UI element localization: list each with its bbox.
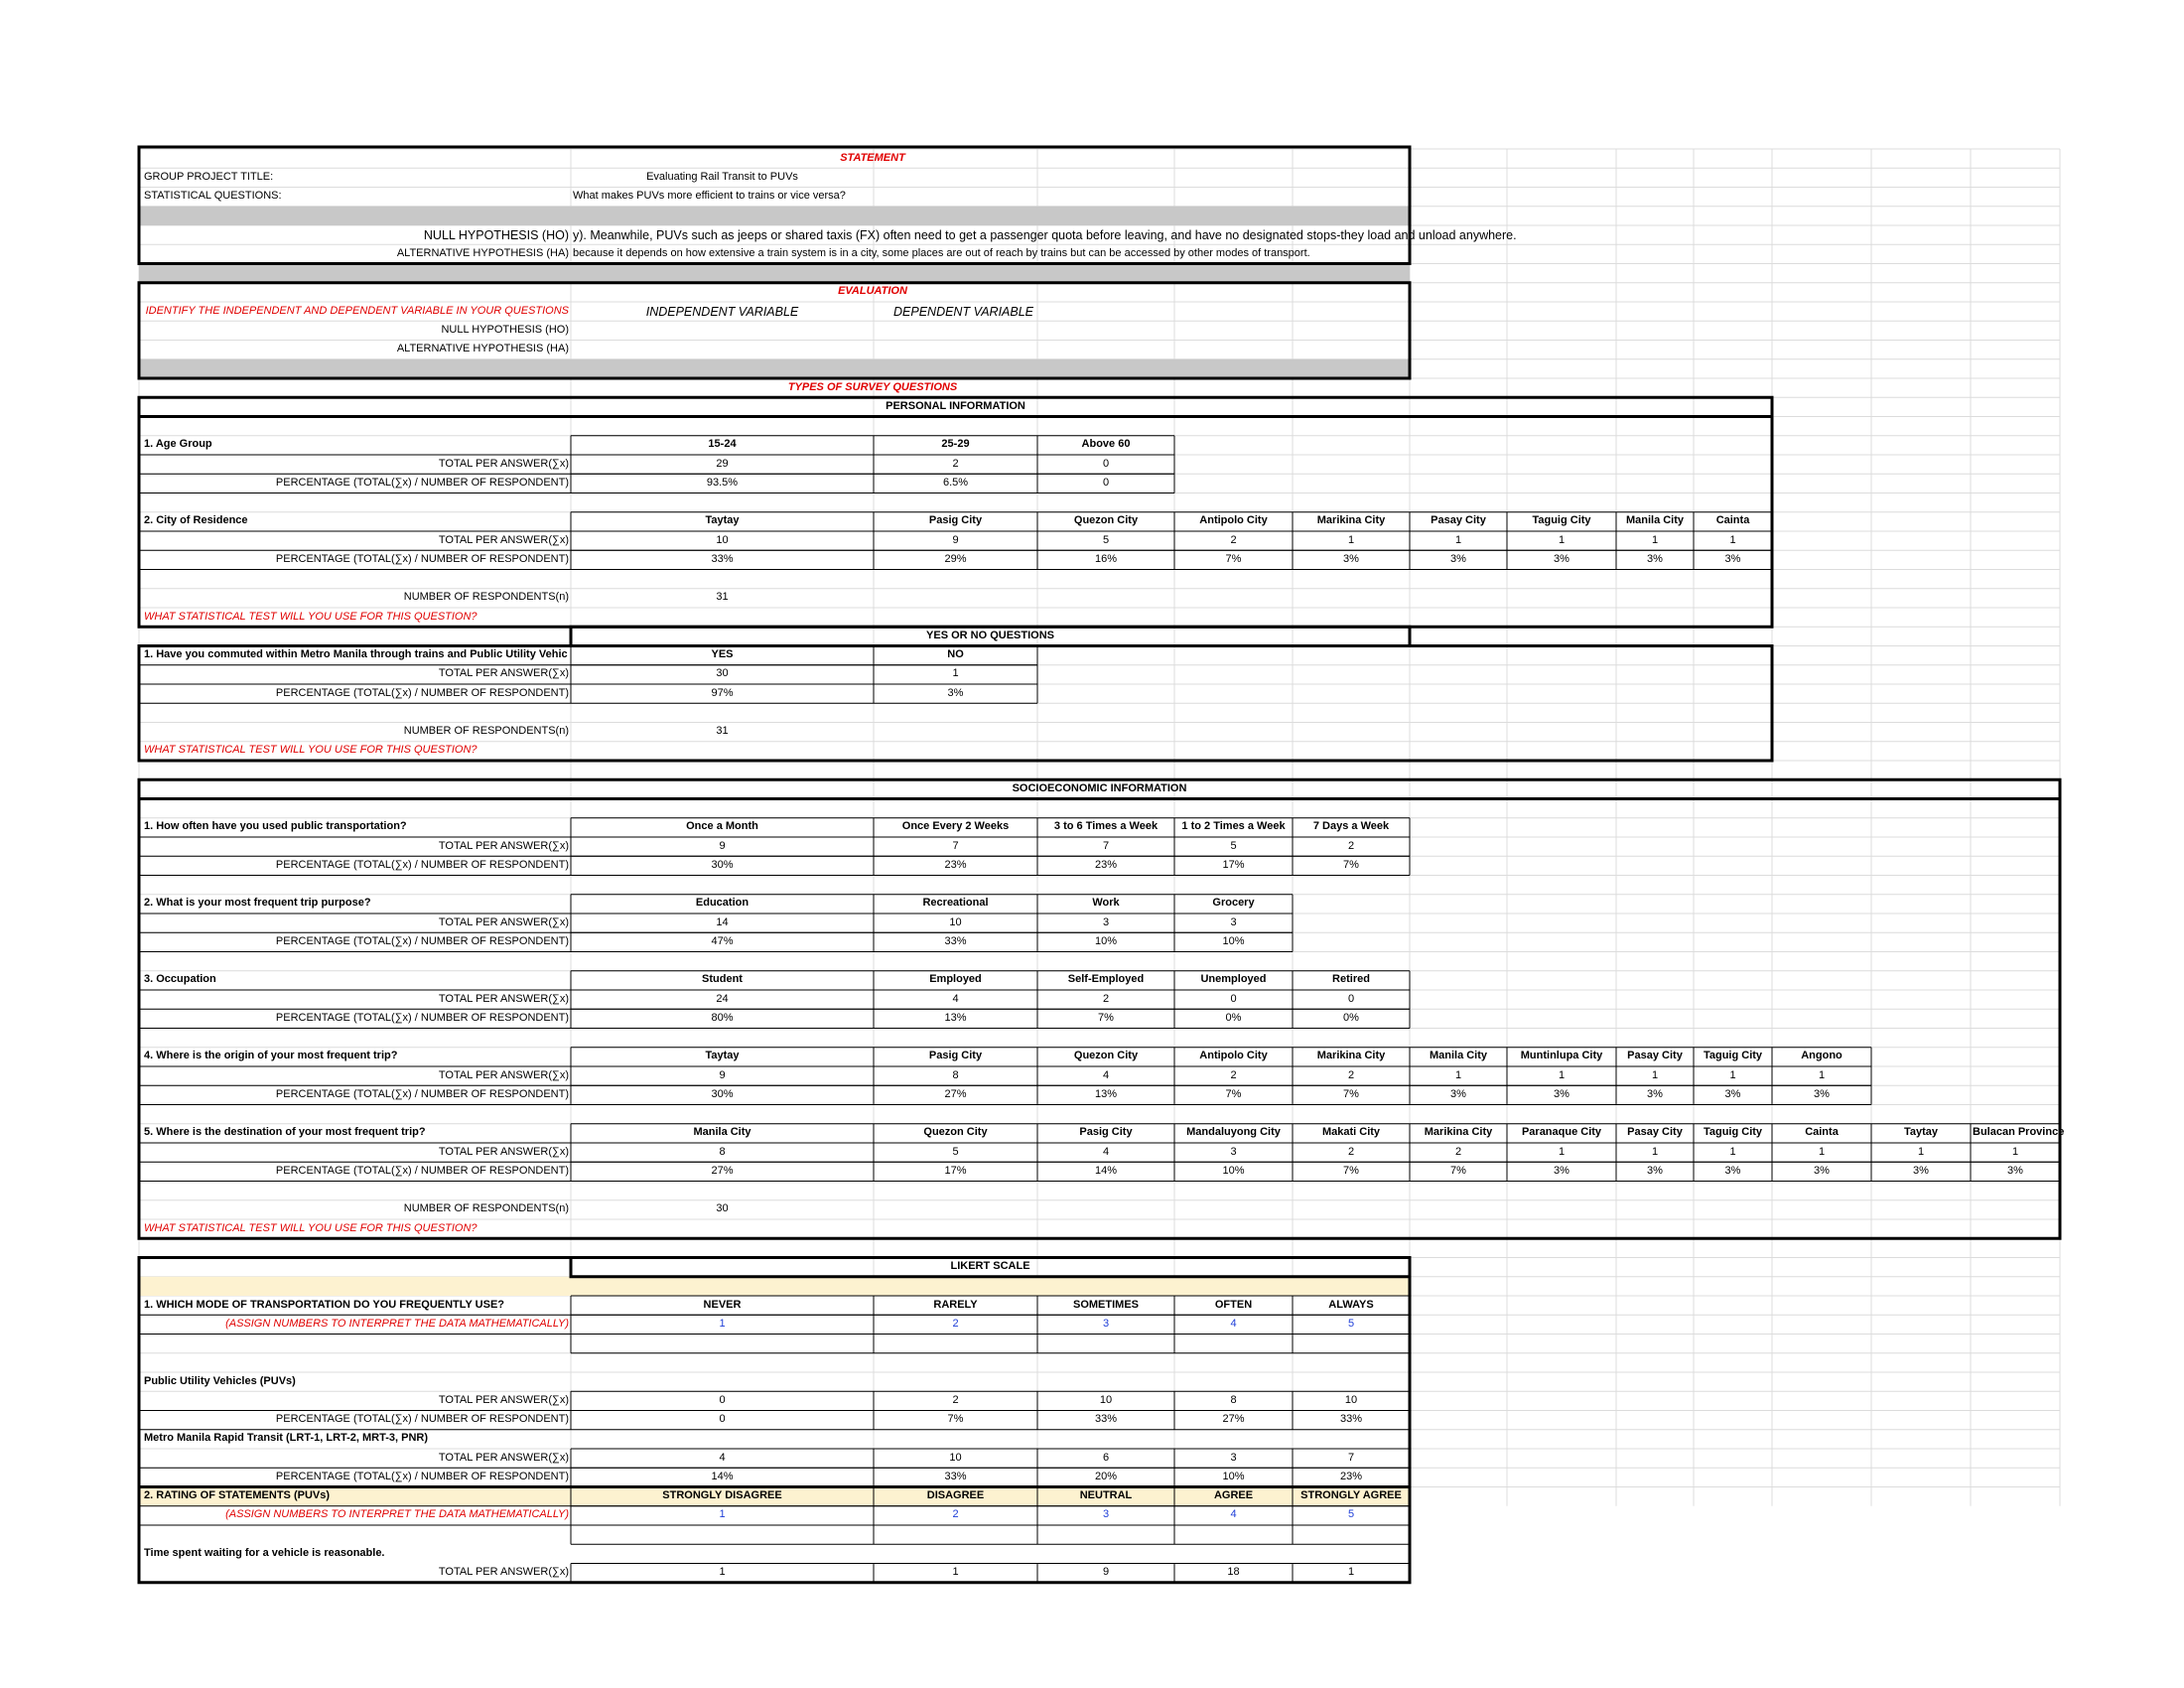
city-pct: 16% — [1094, 552, 1118, 565]
age-pct: 6.5% — [942, 476, 969, 489]
origin-total: 1 — [1651, 1068, 1659, 1081]
purpose-option: Education — [695, 897, 750, 910]
rating-scale: NEUTRAL — [1079, 1489, 1133, 1502]
likert-num-label: (ASSIGN NUMBERS TO INTERPRET THE DATA MATHEMATICALLY) — [225, 1317, 569, 1330]
freq-pct: 7% — [1343, 858, 1359, 871]
puv-total: 2 — [952, 1393, 959, 1406]
city-option: Antipolo City — [1199, 514, 1268, 527]
puv-pct: 33% — [1339, 1413, 1363, 1426]
statement-title: STATEMENT — [840, 151, 905, 164]
freq-pct: 23% — [1094, 858, 1118, 871]
occupation-pct: 7% — [1098, 1011, 1114, 1024]
what-test: WHAT STATISTICAL TEST WILL YOU USE FOR THIS QUESTION? — [144, 610, 478, 623]
yesno-option: YES — [711, 648, 734, 661]
rail-total: 10 — [949, 1451, 962, 1464]
waiting-total: 9 — [1102, 1566, 1110, 1579]
socio-header: SOCIOECONOMIC INFORMATION — [1012, 781, 1187, 794]
yesno-pct: 3% — [947, 686, 964, 699]
age-option: 15-24 — [708, 438, 737, 451]
city-option: Taytay — [705, 514, 740, 527]
yesno-total-label: TOTAL PER ANSWER(∑x) — [438, 667, 569, 680]
city-total: 1 — [1651, 533, 1659, 546]
origin-total: 1 — [1558, 1068, 1566, 1081]
city-pct: 29% — [944, 552, 967, 565]
city-pct: 33% — [711, 552, 734, 565]
destination-total: 1 — [1651, 1145, 1659, 1158]
rating-num: 5 — [1347, 1508, 1355, 1521]
purpose-pct: 10% — [1094, 934, 1118, 947]
waiting-label: Time spent waiting for a vehicle is reasonable. — [144, 1546, 385, 1559]
destination-pct: 3% — [1913, 1164, 1929, 1177]
origin-total: 2 — [1230, 1068, 1237, 1081]
destination-option: Makati City — [1321, 1126, 1381, 1139]
occupation-total-label: TOTAL PER ANSWER(∑x) — [438, 992, 569, 1005]
city-total: 1 — [1729, 533, 1736, 546]
origin-option: Muntinlupa City — [1520, 1050, 1603, 1062]
origin-pct: 13% — [1094, 1087, 1118, 1100]
city-option: Cainta — [1715, 514, 1750, 527]
waiting-total: 18 — [1227, 1566, 1240, 1579]
likert-num: 5 — [1347, 1317, 1355, 1330]
freq-pct: 23% — [944, 858, 967, 871]
city-option: Quezon City — [1073, 514, 1139, 527]
yn-n-label: NUMBER OF RESPONDENTS(n) — [403, 725, 569, 738]
origin-pct: 3% — [1554, 1087, 1570, 1100]
rail-total: 7 — [1347, 1451, 1355, 1464]
eval-null: NULL HYPOTHESIS (HO) — [441, 323, 569, 336]
city-total: 10 — [716, 533, 729, 546]
age-total: 29 — [716, 457, 729, 470]
destination-pct: 3% — [1554, 1164, 1570, 1177]
age-option: Above 60 — [1081, 438, 1131, 451]
freq-total: 7 — [1102, 839, 1110, 852]
destination-option: Pasig City — [1079, 1126, 1133, 1139]
waiting-total: 1 — [952, 1566, 959, 1579]
occupation-pct: 80% — [711, 1011, 734, 1024]
destination-pct: 3% — [1724, 1164, 1741, 1177]
destination-option: Taguig City — [1703, 1126, 1763, 1139]
yn-what-test: WHAT STATISTICAL TEST WILL YOU USE FOR THIS QUESTION? — [144, 744, 478, 757]
rating-scale-label: 2. RATING OF STATEMENTS (PUVs) — [144, 1489, 331, 1502]
likert-scale: SOMETIMES — [1072, 1298, 1139, 1311]
origin-question: 4. Where is the origin of your most frequent trip? — [144, 1050, 398, 1062]
likert-scale-label: 1. WHICH MODE OF TRANSPORTATION DO YOU FREQUENTLY USE? — [144, 1298, 505, 1311]
puv-total: 10 — [1099, 1393, 1113, 1406]
origin-option: Angono — [1801, 1050, 1843, 1062]
city-total: 1 — [1558, 533, 1566, 546]
occupation-total: 0 — [1230, 992, 1237, 1005]
purpose-option: Grocery — [1212, 897, 1255, 910]
freq-option: Once a Month — [686, 820, 758, 833]
destination-option: Cainta — [1805, 1126, 1839, 1139]
puv-label: Public Utility Vehicles (PUVs) — [144, 1374, 296, 1387]
occupation-total: 0 — [1347, 992, 1355, 1005]
occupation-total: 4 — [952, 992, 959, 1005]
occupation-pct: 13% — [944, 1011, 967, 1024]
age-total: 2 — [952, 457, 959, 470]
occupation-pct: 0% — [1343, 1011, 1359, 1024]
eval-alt: ALTERNATIVE HYPOTHESIS (HA) — [396, 343, 569, 355]
city-pct: 3% — [1554, 552, 1570, 565]
socio-n-value: 30 — [716, 1202, 729, 1215]
occupation-question: 3. Occupation — [144, 973, 216, 986]
destination-pct: 7% — [1450, 1164, 1466, 1177]
purpose-pct: 47% — [711, 934, 734, 947]
city-option: Taguig City — [1532, 514, 1591, 527]
origin-pct: 7% — [1225, 1087, 1242, 1100]
origin-pct: 3% — [1450, 1087, 1466, 1100]
origin-total: 1 — [1729, 1068, 1736, 1081]
origin-pct: 3% — [1814, 1087, 1830, 1100]
null-text: y). Meanwhile, PUVs such as jeeps or shared taxis (FX) often need to get a passenger quota before leaving, and have no designated stops-they load and unload anywhere. — [573, 227, 1517, 242]
gray-band — [139, 264, 1410, 283]
origin-pct: 3% — [1724, 1087, 1741, 1100]
waiting-total-label: TOTAL PER ANSWER(∑x) — [438, 1566, 569, 1579]
puv-total: 8 — [1230, 1393, 1237, 1406]
identify-text: IDENTIFY THE INDEPENDENT AND DEPENDENT VARIABLE IN YOUR QUESTIONS — [145, 304, 569, 317]
city-total: 9 — [952, 533, 959, 546]
age-pct: 0 — [1102, 476, 1110, 489]
socio-n-label: NUMBER OF RESPONDENTS(n) — [403, 1202, 569, 1215]
puv-pct: 33% — [1094, 1413, 1118, 1426]
age-question: 1. Age Group — [144, 438, 212, 451]
purpose-pct: 33% — [944, 934, 967, 947]
purpose-total: 10 — [949, 915, 962, 928]
age-pct-label: PERCENTAGE (TOTAL(∑x) / NUMBER OF RESPONDENT) — [275, 476, 569, 489]
origin-pct: 3% — [1647, 1087, 1663, 1100]
puv-pct: 27% — [1222, 1413, 1245, 1426]
rail-pct: 33% — [944, 1470, 967, 1482]
yesno-option: NO — [947, 648, 964, 661]
city-option: Marikina City — [1316, 514, 1386, 527]
yesno-pct-label: PERCENTAGE (TOTAL(∑x) / NUMBER OF RESPONDENT) — [275, 686, 569, 699]
rail-total: 6 — [1102, 1451, 1110, 1464]
destination-total-label: TOTAL PER ANSWER(∑x) — [438, 1145, 569, 1158]
origin-option: Pasig City — [928, 1050, 983, 1062]
destination-option: Mandaluyong City — [1186, 1126, 1281, 1139]
yellow-band — [139, 1277, 1410, 1296]
city-pct: 7% — [1225, 552, 1242, 565]
puv-total: 0 — [719, 1393, 726, 1406]
occupation-option: Student — [702, 973, 743, 986]
destination-option: Quezon City — [923, 1126, 988, 1139]
origin-option: Pasay City — [1627, 1050, 1683, 1062]
n-value: 31 — [716, 591, 729, 604]
rail-total-label: TOTAL PER ANSWER(∑x) — [438, 1451, 569, 1464]
freq-pct-label: PERCENTAGE (TOTAL(∑x) / NUMBER OF RESPONDENT) — [275, 858, 569, 871]
origin-option: Marikina City — [1316, 1050, 1386, 1062]
destination-total: 1 — [2011, 1145, 2019, 1158]
city-total-label: TOTAL PER ANSWER(∑x) — [438, 533, 569, 546]
destination-total: 1 — [1558, 1145, 1566, 1158]
likert-header: LIKERT SCALE — [950, 1260, 1030, 1273]
destination-option: Paranaque City — [1521, 1126, 1602, 1139]
destination-pct: 3% — [1814, 1164, 1830, 1177]
purpose-pct-label: PERCENTAGE (TOTAL(∑x) / NUMBER OF RESPONDENT) — [275, 934, 569, 947]
city-total: 1 — [1454, 533, 1462, 546]
city-total: 5 — [1102, 533, 1110, 546]
waiting-total: 1 — [719, 1566, 726, 1579]
rail-pct: 23% — [1339, 1470, 1363, 1482]
gray-band — [139, 359, 1410, 378]
age-total: 0 — [1102, 457, 1110, 470]
gray-band — [139, 207, 1410, 225]
independent-var: INDEPENDENT VARIABLE — [645, 304, 799, 319]
yesno-question: 1. Have you commuted within Metro Manila through trains and Public Utility Vehic — [144, 648, 568, 661]
yesno-total: 1 — [952, 667, 959, 680]
types-title: TYPES OF SURVEY QUESTIONS — [787, 380, 958, 393]
rating-num: 2 — [952, 1508, 959, 1521]
city-pct: 3% — [1724, 552, 1741, 565]
destination-option: Pasay City — [1627, 1126, 1683, 1139]
destination-pct: 3% — [1647, 1164, 1663, 1177]
occupation-pct-label: PERCENTAGE (TOTAL(∑x) / NUMBER OF RESPONDENT) — [275, 1011, 569, 1024]
origin-pct: 7% — [1343, 1087, 1359, 1100]
age-pct: 93.5% — [706, 476, 739, 489]
likert-scale: OFTEN — [1214, 1298, 1253, 1311]
origin-option: Quezon City — [1073, 1050, 1139, 1062]
rating-num: 3 — [1102, 1508, 1110, 1521]
rail-total: 3 — [1230, 1451, 1237, 1464]
rating-scale: AGREE — [1213, 1489, 1254, 1502]
origin-total: 1 — [1818, 1068, 1826, 1081]
city-option: Manila City — [1625, 514, 1685, 527]
purpose-total: 14 — [716, 915, 729, 928]
destination-pct: 14% — [1094, 1164, 1118, 1177]
likert-num: 4 — [1230, 1317, 1237, 1330]
destination-total: 2 — [1347, 1145, 1355, 1158]
purpose-pct: 10% — [1222, 934, 1245, 947]
freq-total-label: TOTAL PER ANSWER(∑x) — [438, 839, 569, 852]
socio-what-test: WHAT STATISTICAL TEST WILL YOU USE FOR THIS QUESTION? — [144, 1221, 478, 1234]
origin-pct: 30% — [711, 1087, 734, 1100]
rail-pct-label: PERCENTAGE (TOTAL(∑x) / NUMBER OF RESPONDENT) — [275, 1470, 569, 1482]
group-title-label: GROUP PROJECT TITLE: — [144, 170, 274, 183]
origin-option: Taytay — [705, 1050, 740, 1062]
origin-total: 2 — [1347, 1068, 1355, 1081]
statement-box — [139, 147, 1410, 264]
city-total: 1 — [1347, 533, 1355, 546]
age-option: 25-29 — [941, 438, 970, 451]
puv-pct-label: PERCENTAGE (TOTAL(∑x) / NUMBER OF RESPONDENT) — [275, 1413, 569, 1426]
city-pct: 3% — [1450, 552, 1466, 565]
destination-pct-label: PERCENTAGE (TOTAL(∑x) / NUMBER OF RESPONDENT) — [275, 1164, 569, 1177]
origin-total: 1 — [1454, 1068, 1462, 1081]
freq-option: Once Every 2 Weeks — [901, 820, 1010, 833]
rating-scale: DISAGREE — [926, 1489, 985, 1502]
puv-total-label: TOTAL PER ANSWER(∑x) — [438, 1393, 569, 1406]
puv-pct: 0 — [719, 1413, 726, 1426]
purpose-total-label: TOTAL PER ANSWER(∑x) — [438, 915, 569, 928]
rating-num: 4 — [1230, 1508, 1237, 1521]
occupation-option: Retired — [1332, 973, 1370, 986]
purpose-total: 3 — [1102, 915, 1110, 928]
null-label: NULL HYPOTHESIS (HO) — [423, 227, 569, 242]
destination-total: 4 — [1102, 1145, 1110, 1158]
destination-total: 5 — [952, 1145, 959, 1158]
likert-num: 1 — [719, 1317, 726, 1330]
yesno-total: 30 — [716, 667, 729, 680]
purpose-total: 3 — [1230, 915, 1237, 928]
destination-option: Bulacan Province — [1973, 1126, 2065, 1139]
dependent-var: DEPENDENT VARIABLE — [893, 304, 1034, 319]
origin-total: 8 — [952, 1068, 959, 1081]
city-total: 2 — [1230, 533, 1237, 546]
destination-option: Marikina City — [1424, 1126, 1493, 1139]
destination-option: Manila City — [693, 1126, 751, 1139]
rail-pct: 10% — [1222, 1470, 1245, 1482]
origin-option: Manila City — [1429, 1050, 1488, 1062]
likert-num: 2 — [952, 1317, 959, 1330]
purpose-option: Recreational — [922, 897, 989, 910]
freq-option: 7 Days a Week — [1312, 820, 1390, 833]
freq-total: 9 — [719, 839, 726, 852]
freq-total: 7 — [952, 839, 959, 852]
destination-total: 8 — [719, 1145, 726, 1158]
destination-total: 1 — [1818, 1145, 1826, 1158]
occupation-option: Self-Employed — [1067, 973, 1145, 986]
purpose-option: Work — [1092, 897, 1120, 910]
freq-pct: 17% — [1222, 858, 1245, 871]
origin-total: 9 — [719, 1068, 726, 1081]
likert-num: 3 — [1102, 1317, 1110, 1330]
occupation-option: Employed — [929, 973, 982, 986]
rating-scale: STRONGLY DISAGREE — [662, 1489, 782, 1502]
city-pct-label: PERCENTAGE (TOTAL(∑x) / NUMBER OF RESPONDENT) — [275, 552, 569, 565]
destination-pct: 3% — [2007, 1164, 2023, 1177]
likert-scale: ALWAYS — [1328, 1298, 1374, 1311]
alt-text: because it depends on how extensive a train system is in a city, some places are out of reach by trains but can be accessed by other modes of transport. — [573, 246, 1310, 259]
rating-num: 1 — [719, 1508, 726, 1521]
freq-option: 1 to 2 Times a Week — [1181, 820, 1286, 833]
origin-pct: 27% — [944, 1087, 967, 1100]
destination-pct: 7% — [1343, 1164, 1359, 1177]
purpose-question: 2. What is your most frequent trip purpose? — [144, 897, 371, 910]
likert-scale: NEVER — [703, 1298, 742, 1311]
occupation-pct: 0% — [1225, 1011, 1242, 1024]
city-pct: 3% — [1647, 552, 1663, 565]
age-total-label: TOTAL PER ANSWER(∑x) — [438, 457, 569, 470]
destination-question: 5. Where is the destination of your most frequent trip? — [144, 1126, 426, 1139]
occupation-option: Unemployed — [1200, 973, 1267, 986]
likert-scale: RARELY — [933, 1298, 978, 1311]
origin-total: 4 — [1102, 1068, 1110, 1081]
yesno-pct: 97% — [711, 686, 734, 699]
occupation-total: 2 — [1102, 992, 1110, 1005]
city-option: Pasay City — [1431, 514, 1486, 527]
freq-total: 5 — [1230, 839, 1237, 852]
occupation-total: 24 — [716, 992, 729, 1005]
origin-total-label: TOTAL PER ANSWER(∑x) — [438, 1068, 569, 1081]
freq-question: 1. How often have you used public transportation? — [144, 820, 407, 833]
band — [139, 1238, 1410, 1257]
destination-pct: 17% — [944, 1164, 967, 1177]
destination-total: 1 — [1729, 1145, 1736, 1158]
city-pct: 3% — [1343, 552, 1359, 565]
freq-pct: 30% — [711, 858, 734, 871]
rail-pct: 14% — [711, 1470, 734, 1482]
destination-total: 3 — [1230, 1145, 1237, 1158]
destination-option: Taytay — [1903, 1126, 1939, 1139]
rail-label: Metro Manila Rapid Transit (LRT-1, LRT-2, MRT-3, PNR) — [144, 1432, 429, 1445]
rating-num-label: (ASSIGN NUMBERS TO INTERPRET THE DATA MATHEMATICALLY) — [225, 1508, 569, 1521]
city-question: 2. City of Residence — [144, 514, 248, 527]
puv-pct: 7% — [947, 1413, 964, 1426]
rail-pct: 20% — [1094, 1470, 1118, 1482]
origin-option: Taguig City — [1703, 1050, 1763, 1062]
yn-n-value: 31 — [716, 725, 729, 738]
evaluation-title: EVALUATION — [838, 285, 907, 298]
rating-scale: STRONGLY AGREE — [1300, 1489, 1402, 1502]
stat-q-label: STATISTICAL QUESTIONS: — [144, 190, 282, 203]
personal-info-header: PERSONAL INFORMATION — [886, 399, 1025, 412]
group-title-value: Evaluating Rail Transit to PUVs — [646, 170, 798, 183]
destination-total: 2 — [1454, 1145, 1462, 1158]
yesno-header: YES OR NO QUESTIONS — [926, 629, 1054, 641]
puv-total: 10 — [1344, 1393, 1358, 1406]
n-label: NUMBER OF RESPONDENTS(n) — [403, 591, 569, 604]
alt-label: ALTERNATIVE HYPOTHESIS (HA) — [396, 246, 569, 259]
city-option: Pasig City — [928, 514, 983, 527]
waiting-total: 1 — [1347, 1566, 1355, 1579]
destination-pct: 10% — [1222, 1164, 1245, 1177]
destination-pct: 27% — [711, 1164, 734, 1177]
origin-pct-label: PERCENTAGE (TOTAL(∑x) / NUMBER OF RESPONDENT) — [275, 1087, 569, 1100]
freq-total: 2 — [1347, 839, 1355, 852]
rail-total: 4 — [719, 1451, 726, 1464]
stat-q-value: What makes PUVs more efficient to trains or vice versa? — [573, 190, 846, 203]
destination-total: 1 — [1917, 1145, 1925, 1158]
freq-option: 3 to 6 Times a Week — [1053, 820, 1159, 833]
origin-option: Antipolo City — [1199, 1050, 1268, 1062]
